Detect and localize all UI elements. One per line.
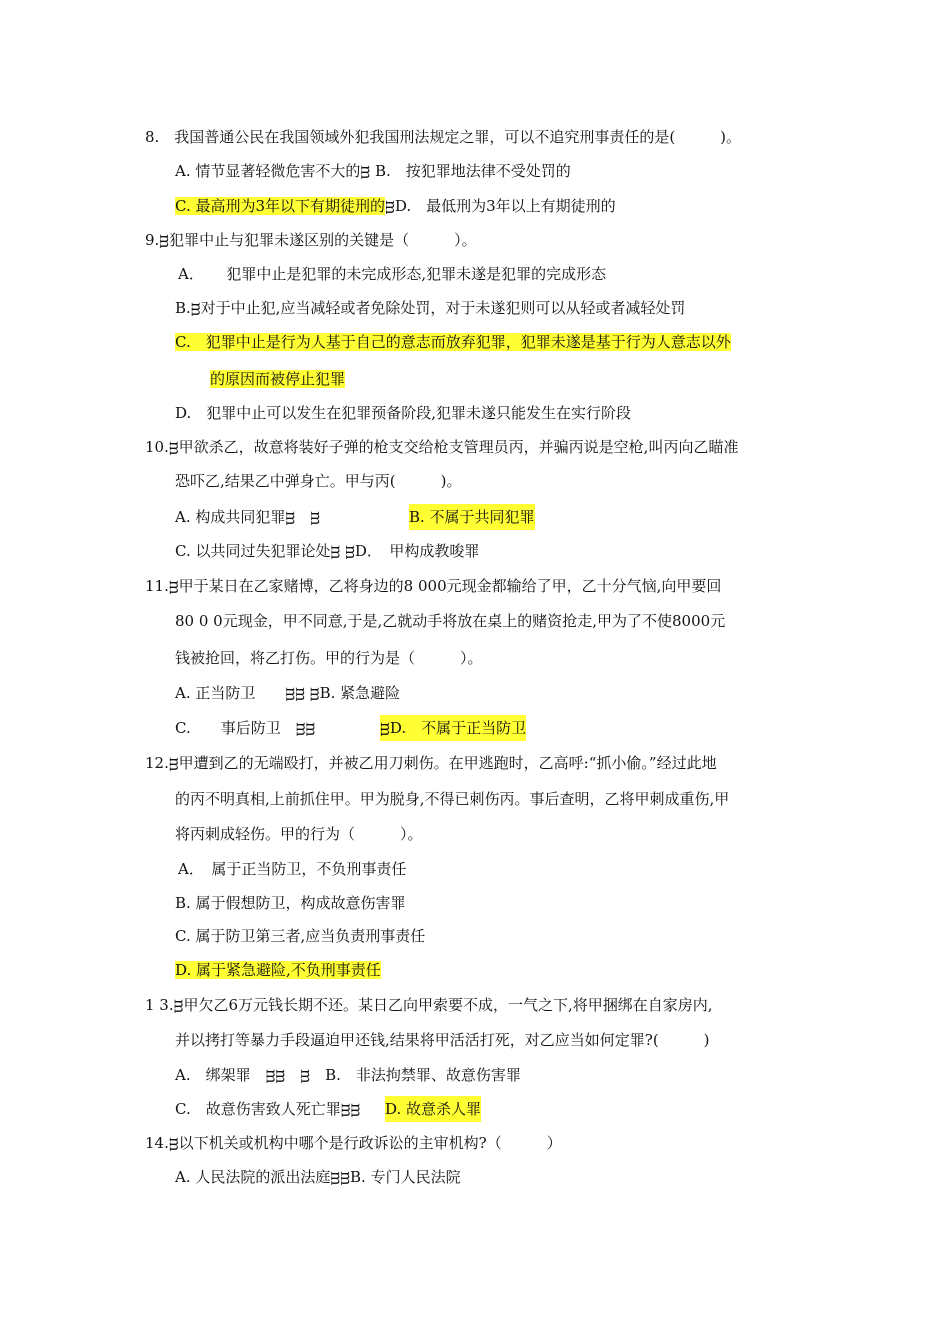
question-12-option-d [175, 957, 381, 983]
question-8-option-cd [175, 193, 616, 219]
question-12-stem-line3: 将丙刺成轻伤。甲的行为（ ）。 [175, 825, 423, 843]
question-13-stem-line2: 并以拷打等暴力手段逼迫甲还钱,结果将甲活活打死，对乙应当如何定罪?( ) [175, 1031, 710, 1049]
answer-highlight: C. 犯罪中止是行为人基于自己的意志而放弃犯罪，犯罪未遂是基于行为人意志以外 [175, 333, 731, 351]
question-10-option-cd: C. 以共同过失犯罪论处ᴟ ᴟD． 甲构成教唆罪 [175, 542, 480, 560]
question-9-stem: 9.ᴟ犯罪中止与犯罪未遂区别的关键是（ ）。 [145, 231, 477, 249]
question-12-stem-line2: 的丙不明真相,上前抓住甲。甲为脱身,不得已刺伤丙。事后查明，乙将甲刺成重伤,甲 [175, 790, 730, 808]
question-12-option-a: A． 属于正当防卫，不负刑事责任 [178, 860, 407, 878]
question-10-option-ab [175, 504, 595, 530]
answer-highlight: ᴟD. 不属于正当防卫 [380, 715, 526, 741]
question-11-stem-line2: 80 0 0元现金，甲不同意,于是,乙就动手将放在桌上的赌资抢走,甲为了不使8000元 [175, 612, 726, 630]
question-9-option-b: B.ᴟ对于中止犯,应当减轻或者免除处罚，对于未遂犯则可以从轻或者减轻处罚 [175, 299, 686, 317]
question-11-stem-line1: 11.ᴟ甲于某日在乙家赌博，乙将身边的8 000元现金都输给了甲，乙十分气恼,向甲要回 [145, 577, 722, 595]
answer-highlight: B. 不属于共同犯罪 [409, 504, 535, 530]
answer-highlight: 的原因而被停止犯罪 [210, 370, 346, 388]
question-11-option-cd [175, 715, 575, 741]
question-10-stem-line1: 10.ᴟ甲欲杀乙，故意将装好子弹的枪支交给枪支管理员丙，并骗丙说是空枪,叫丙向乙瞄准 [145, 438, 739, 456]
question-14-stem: 14.ᴟ以下机关或机构中哪个是行政诉讼的主审机构?（ ） [145, 1134, 562, 1152]
question-9-option-a: A． 犯罪中止是犯罪的未完成形态,犯罪未遂是犯罪的完成形态 [178, 265, 607, 283]
question-12-option-c: C. 属于防卫第三者,应当负责刑事责任 [175, 927, 426, 945]
question-13-option-cd [175, 1096, 515, 1122]
question-9-option-c-cont [210, 366, 345, 392]
question-12-stem-line1: 12.ᴟ甲遭到乙的无端殴打，并被乙用刀刺伤。在甲逃跑时，乙高呼:“抓小偷。”经过此地 [145, 754, 717, 772]
question-9-option-c [175, 329, 731, 355]
question-11-option-ab: A. 正当防卫 ᴟᴟ ᴟB. 紧急避险 [175, 684, 401, 702]
answer-highlight: C. 最高刑为3年以下有期徒刑的 [175, 197, 386, 215]
question-8-option-ab: A. 情节显著轻微危害不大的ᴟ B. 按犯罪地法律不受处罚的 [175, 162, 571, 180]
question-12-option-b: B. 属于假想防卫，构成故意伤害罪 [175, 894, 406, 912]
question-14-option-ab: A. 人民法院的派出法庭ᴟᴟB. 专门人民法院 [175, 1168, 461, 1186]
option-text: A. 构成共同犯罪ᴟ ᴟ [175, 508, 321, 526]
question-13-option-ab: A. 绑架罪 ᴟᴟ ᴟ B. 非法拘禁罪、故意伤害罪 [175, 1066, 521, 1084]
answer-highlight: D. 故意杀人罪 [385, 1096, 481, 1122]
option-text: C. 故意伤害致人死亡罪ᴟᴟ [175, 1100, 361, 1118]
question-13-stem-line1: 1 3.ᴟ甲欠乙6万元钱长期不还。某日乙向甲索要不成，一气之下,将甲捆绑在自家房内, [145, 996, 713, 1014]
question-11-stem-line3: 钱被抢回，将乙打伤。甲的行为是（ ）。 [175, 649, 483, 667]
question-8-stem: 8. 我国普通公民在我国领域外犯我国刑法规定之罪，可以不追究刑事责任的是( )。 [145, 128, 742, 146]
option-text: C. 事后防卫 ᴟᴟ [175, 719, 316, 737]
option-text: ᴟD. 最低刑为3年以上有期徒刑的 [385, 197, 616, 215]
question-10-stem-line2: 恐吓乙,结果乙中弹身亡。甲与丙( )。 [175, 472, 462, 490]
question-9-option-d: D. 犯罪中止可以发生在犯罪预备阶段,犯罪未遂只能发生在实行阶段 [175, 404, 632, 422]
answer-highlight: D. 属于紧急避险,不负刑事责任 [175, 961, 381, 979]
